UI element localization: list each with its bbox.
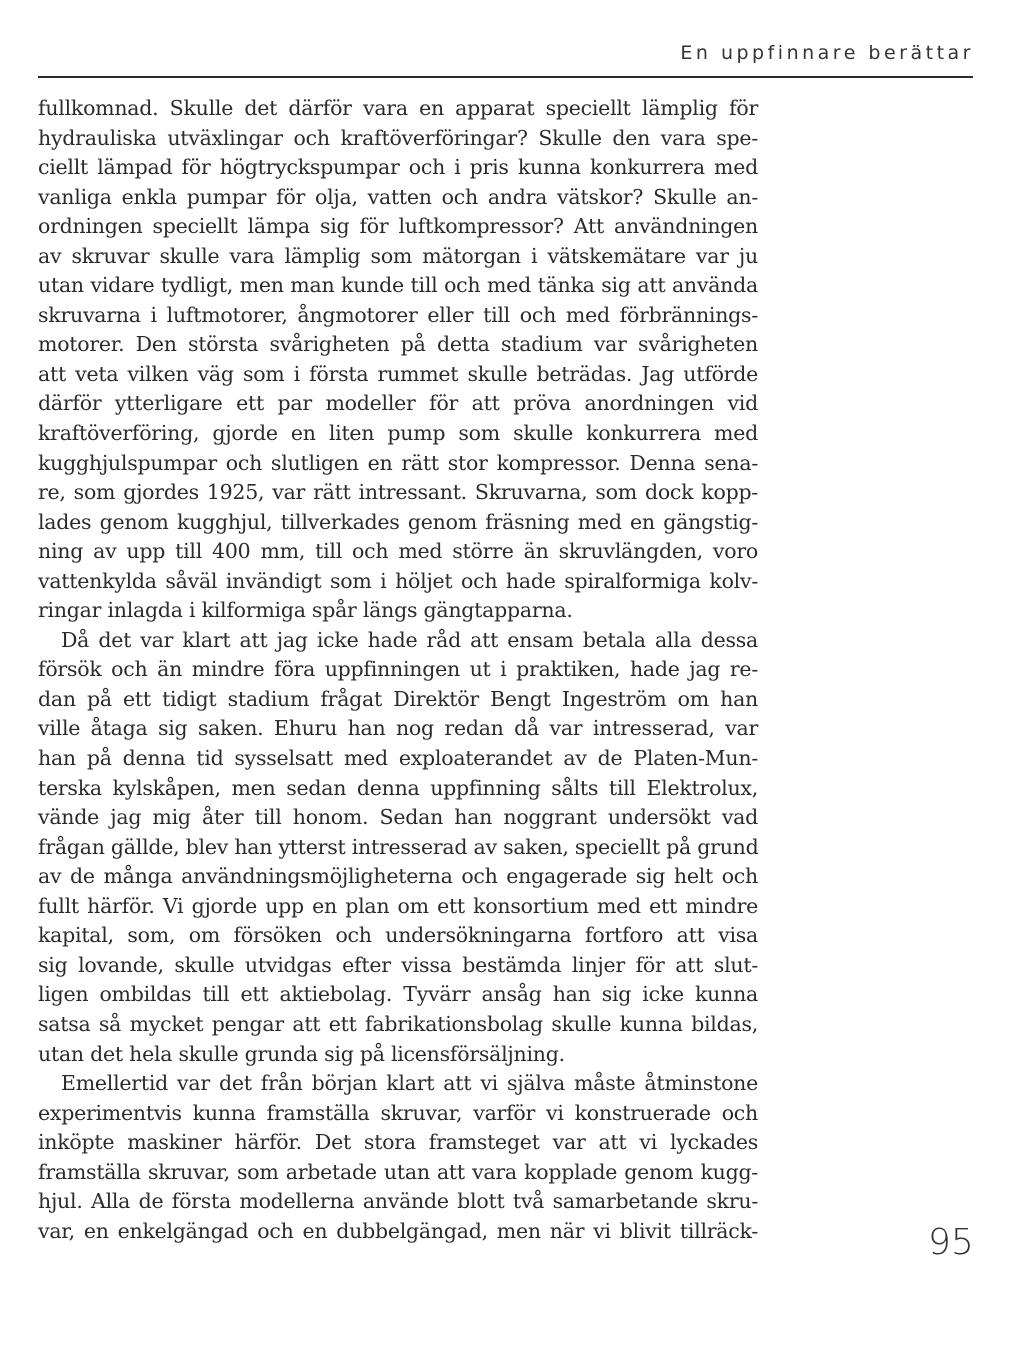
text-line: ligen ombildas till ett aktiebolag. Tyvärr ansåg han sig icke kunna <box>38 982 758 1007</box>
text-line: terska kylskåpen, men sedan denna uppfinning sålts till Elektrolux, <box>38 775 758 800</box>
text-line: kugghjulspumpar och slutligen en rätt stor kompressor. Denna sena- <box>38 450 758 475</box>
text-line: ordningen speciellt lämpa sig för luftkompressor? Att användningen <box>38 214 758 239</box>
header-rule <box>38 76 973 78</box>
text-line: var, en enkelgängad och en dubbelgängad, men när vi blivit tillräck- <box>38 1218 758 1243</box>
text-line: därför ytterligare ett par modeller för att pröva anordningen vid <box>38 391 758 416</box>
text-line: av de många användningsmöjligheterna och engagerade sig helt och <box>38 864 758 889</box>
text-line: vattenkylda såväl invändigt som i höljet och hade spiralformiga kolv- <box>38 568 758 593</box>
text-line: framställa skruvar, som arbetade utan att vara kopplade genom kugg- <box>38 1159 758 1184</box>
text-line: inköpte maskiner härför. Det stora framsteget var att vi lyckades <box>38 1130 758 1155</box>
text-line: hydrauliska utväxlingar och kraftöverföringar? Skulle den vara spe- <box>38 125 758 150</box>
text-line: att veta vilken väg som i första rummet skulle beträdas. Jag utförde <box>38 361 758 386</box>
text-line: fullt härför. Vi gjorde upp en plan om ett konsortium med ett mindre <box>38 893 758 918</box>
page-number: 95 <box>928 1222 974 1263</box>
text-line: re, som gjordes 1925, var rätt intressant. Skruvarna, som dock kopp- <box>38 480 758 505</box>
text-line: utan det hela skulle grunda sig på licensförsäljning. <box>38 1041 565 1066</box>
text-line: av skruvar skulle vara lämplig som mätorgan i vätskemätare var ju <box>38 243 758 268</box>
text-line: hjul. Alla de första modellerna använde blott två samarbetande skru- <box>38 1189 758 1214</box>
text-line: sig lovande, skulle utvidgas efter vissa bestämda linjer för att slut- <box>38 952 758 977</box>
text-line: ville åtaga sig saken. Ehuru han nog redan då var intresserad, var <box>38 716 758 741</box>
text-line: ringar inlagda i kilformiga spår längs gängtapparna. <box>38 598 573 623</box>
text-line: lades genom kugghjul, tillverkades genom fräsning med en gängstig- <box>38 509 758 534</box>
text-line: motorer. Den största svårigheten på detta stadium var svårigheten <box>38 332 758 357</box>
text-line: Emellertid var det från början klart att vi själva måste åtminstone <box>61 1071 758 1096</box>
text-line: vände jag mig åter till honom. Sedan han noggrant undersökt vad <box>38 805 758 830</box>
text-line: kapital, som, om försöken och undersökningarna fortforo att visa <box>38 923 758 948</box>
text-line: vanliga enkla pumpar för olja, vatten och andra vätskor? Skulle an- <box>38 184 758 209</box>
text-line: han på denna tid sysselsatt med exploaterandet av de Platen-Mun- <box>38 746 758 771</box>
text-line: kraftöverföring, gjorde en liten pump som skulle konkurrera med <box>38 421 758 446</box>
text-line: frågan gällde, blev han ytterst intresserad av saken, speciellt på grund <box>38 834 759 859</box>
text-line: ciellt lämpad för högtryckspumpar och i pris kunna konkurrera med <box>38 155 758 180</box>
running-head: En uppfinnare berättar <box>680 42 974 64</box>
text-line: ning av upp till 400 mm, till och med större än skruvlängden, voro <box>38 539 758 564</box>
body-text <box>38 94 758 1246</box>
text-line: skruvarna i luftmotorer, ångmotorer eller till och med förbrännings- <box>38 302 758 327</box>
text-line: satsa så mycket pengar att ett fabrikationsbolag skulle kunna bildas, <box>38 1011 758 1036</box>
text-line: experimentvis kunna framställa skruvar, varför vi konstruerade och <box>38 1100 758 1125</box>
text-line: fullkomnad. Skulle det därför vara en apparat speciellt lämplig för <box>38 96 758 120</box>
text-line: Då det var klart att jag icke hade råd att ensam betala alla dessa <box>61 627 758 652</box>
text-line: dan på ett tidigt stadium frågat Direktör Bengt Ingeström om han <box>38 686 758 711</box>
text-line: försök och än mindre föra uppfinningen ut i praktiken, hade jag re- <box>38 657 758 682</box>
text-line: utan vidare tydligt, men man kunde till och med tänka sig att använda <box>38 273 758 298</box>
